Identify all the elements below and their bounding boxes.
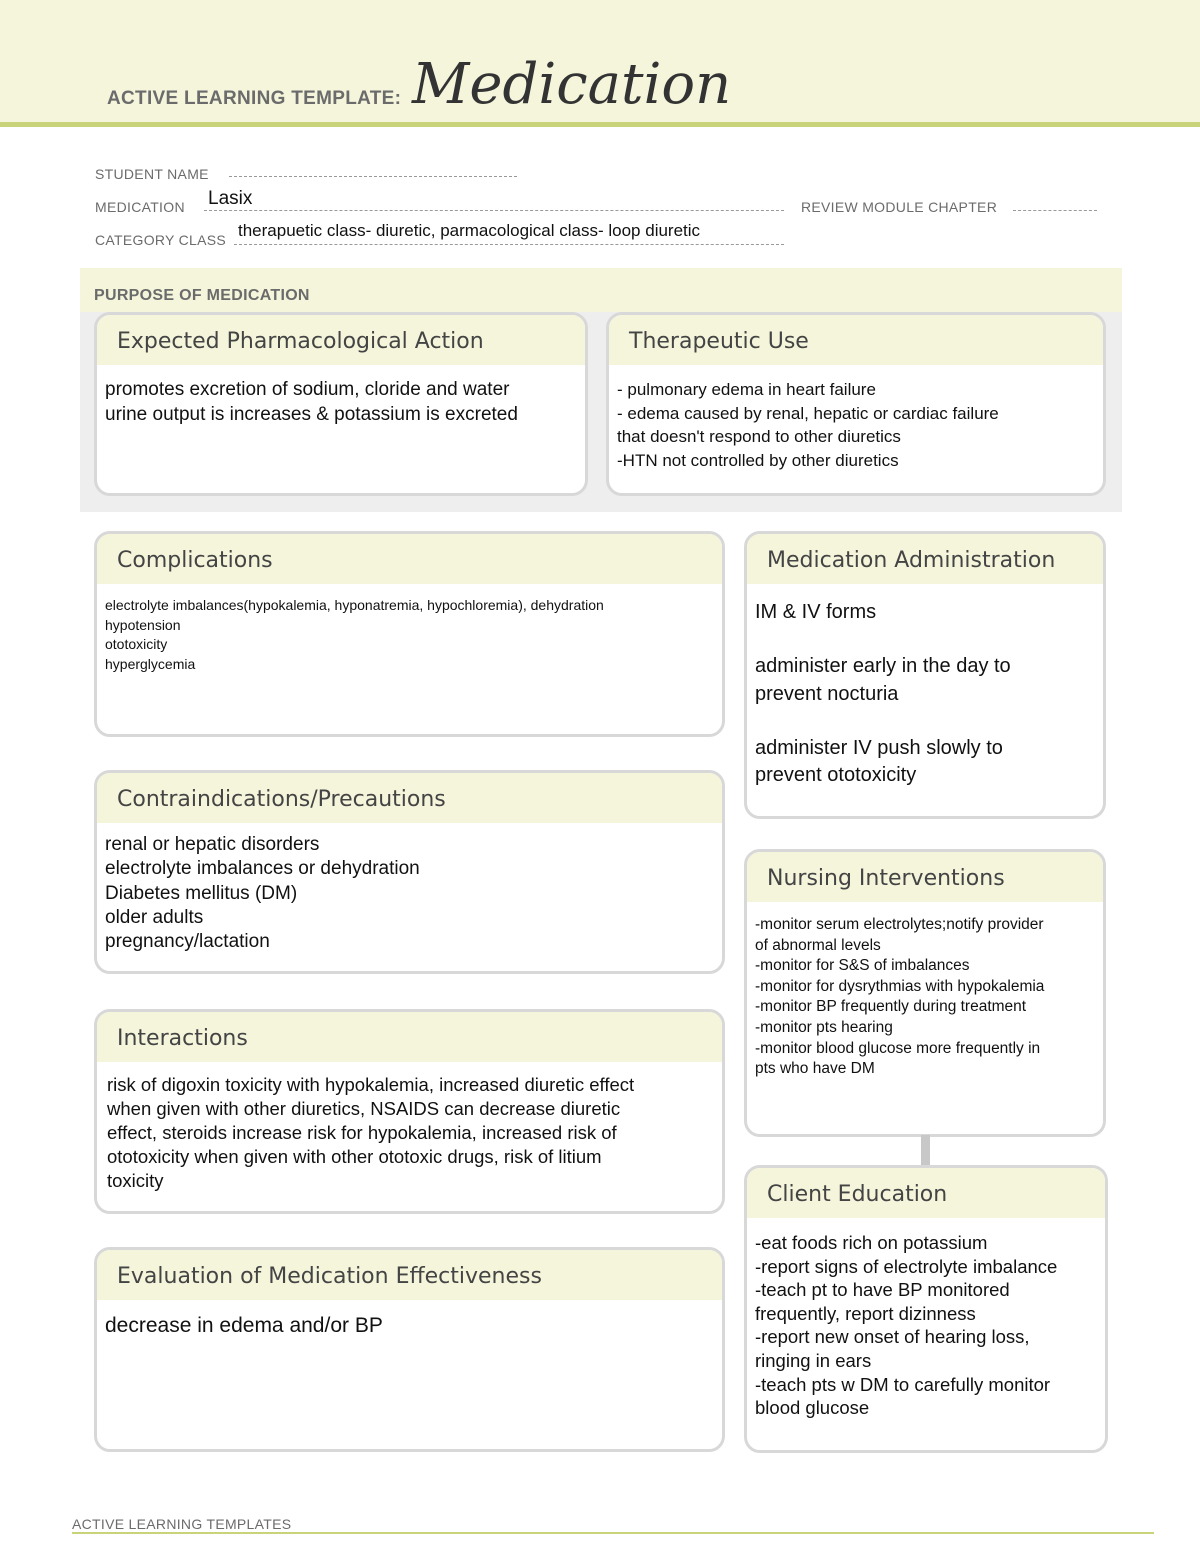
template-title: Medication xyxy=(412,52,732,117)
medication-administration-line: prevent nocturia xyxy=(755,682,899,705)
category-class-label: CATEGORY CLASS xyxy=(95,232,227,248)
therapeutic-use-line: - pulmonary edema in heart failure xyxy=(617,380,876,399)
evaluation-title: Evaluation of Medication Effectiveness xyxy=(97,1250,722,1300)
template-label: ACTIVE LEARNING TEMPLATE: xyxy=(107,88,402,109)
contraindications-line: renal or hepatic disorders xyxy=(105,834,320,855)
contraindications-line: older adults xyxy=(105,906,204,928)
client-education-line: -teach pt to have BP monitored xyxy=(755,1279,1010,1301)
nursing-interventions-line: -monitor serum electrolytes;notify provider xyxy=(755,916,1044,933)
category-class-field[interactable] xyxy=(234,244,784,245)
medication-value: Lasix xyxy=(208,188,253,209)
complications-line: hypotension xyxy=(105,616,181,633)
client-education-line: -eat foods rich on potassium xyxy=(755,1232,988,1253)
review-module-field[interactable] xyxy=(1013,210,1097,211)
medication-administration-card xyxy=(744,531,1106,819)
header-rule xyxy=(0,122,1200,127)
expected-action-card xyxy=(94,312,588,496)
client-education-line: -teach pts w DM to carefully monitor xyxy=(755,1373,1051,1395)
medication-label: MEDICATION xyxy=(95,199,185,215)
purpose-label: PURPOSE OF MEDICATION xyxy=(94,287,310,304)
interactions-title: Interactions xyxy=(97,1012,722,1062)
expected-action-line: urine output is increases & potassium is excreted xyxy=(105,404,518,425)
client-education-line: ringing in ears xyxy=(755,1349,872,1371)
evaluation-card xyxy=(94,1247,725,1452)
interactions-line: risk of digoxin toxicity with hypokalemia, increased diuretic effect xyxy=(107,1074,635,1095)
medication-administration-title: Medication Administration xyxy=(747,534,1103,584)
category-class-value: therapuetic class- diuretic, parmacological class- loop diuretic xyxy=(238,221,701,240)
contraindications-card xyxy=(94,770,725,974)
nursing-interventions-line: pts who have DM xyxy=(755,1060,875,1078)
medication-administration-line: IM & IV forms xyxy=(755,601,877,623)
medication-administration-line: administer IV push slowly to xyxy=(755,736,1003,759)
nursing-interventions-title: Nursing Interventions xyxy=(747,852,1103,902)
evaluation-line: decrease in edema and/or BP xyxy=(105,1314,383,1337)
client-education-line: frequently, report dizinness xyxy=(755,1302,976,1324)
interactions-line: toxicity xyxy=(107,1170,164,1191)
complications-line: ototoxicity xyxy=(105,636,168,652)
therapeutic-use-card xyxy=(606,312,1106,496)
complications-title: Complications xyxy=(97,534,722,584)
interactions-card xyxy=(94,1009,725,1214)
expected-action-title: Expected Pharmacological Action xyxy=(97,315,585,365)
complications-line: electrolyte imbalances(hypokalemia, hyponatremia, hypochloremia), dehydration xyxy=(105,597,604,613)
nursing-interventions-line: of abnormal levels xyxy=(755,936,881,954)
interactions-line: ototoxicity when given with other ototoxic drugs, risk of litium xyxy=(107,1146,602,1167)
client-education-title: Client Education xyxy=(747,1168,1105,1218)
medication-administration-line: administer early in the day to xyxy=(755,655,1011,678)
medication-administration-spacer xyxy=(755,708,1095,735)
footer-rule xyxy=(72,1532,1154,1534)
connector-bar xyxy=(921,1135,930,1167)
client-education-line: -report new onset of hearing loss, xyxy=(755,1326,1030,1348)
medication-field[interactable] xyxy=(204,210,784,211)
medication-administration-line: prevent ototoxicity xyxy=(755,764,917,787)
therapeutic-use-title: Therapeutic Use xyxy=(609,315,1103,365)
review-module-label: REVIEW MODULE CHAPTER xyxy=(801,199,998,215)
contraindications-line: Diabetes mellitus (DM) xyxy=(105,882,298,904)
expected-action-line: promotes excretion of sodium, cloride and water xyxy=(105,379,510,400)
nursing-interventions-line: -monitor pts hearing xyxy=(755,1018,893,1036)
contraindications-title: Contraindications/Precautions xyxy=(97,773,722,823)
therapeutic-use-line: -HTN not controlled by other diuretics xyxy=(617,450,899,470)
nursing-interventions-line: -monitor for S&S of imbalances xyxy=(755,957,970,975)
contraindications-line: electrolyte imbalances or dehydration xyxy=(105,858,420,880)
contraindications-line: pregnancy/lactation xyxy=(105,931,270,953)
therapeutic-use-line: that doesn't respond to other diuretics xyxy=(617,427,901,446)
nursing-interventions-line: -monitor for dysrythmias with hypokalemia xyxy=(755,977,1045,995)
client-education-card xyxy=(744,1165,1108,1453)
therapeutic-use-line: - edema caused by renal, hepatic or cardiac failure xyxy=(617,403,999,423)
nursing-interventions-line: -monitor BP frequently during treatment xyxy=(755,998,1027,1016)
medication-administration-spacer xyxy=(755,626,1095,653)
complications-line: hyperglycemia xyxy=(105,655,196,672)
nursing-interventions-line: -monitor blood glucose more frequently in xyxy=(755,1039,1041,1057)
nursing-interventions-card xyxy=(744,849,1106,1137)
interactions-line: effect, steroids increase risk for hypokalemia, increased risk of xyxy=(107,1122,617,1143)
student-name-label: STUDENT NAME xyxy=(95,166,209,182)
footer-label: ACTIVE LEARNING TEMPLATES xyxy=(72,1516,292,1532)
interactions-line: when given with other diuretics, NSAIDS can decrease diuretic xyxy=(107,1098,621,1119)
student-name-field[interactable] xyxy=(229,176,517,177)
client-education-line: blood glucose xyxy=(755,1397,870,1419)
complications-card xyxy=(94,531,725,737)
client-education-line: -report signs of electrolyte imbalance xyxy=(755,1255,1058,1277)
